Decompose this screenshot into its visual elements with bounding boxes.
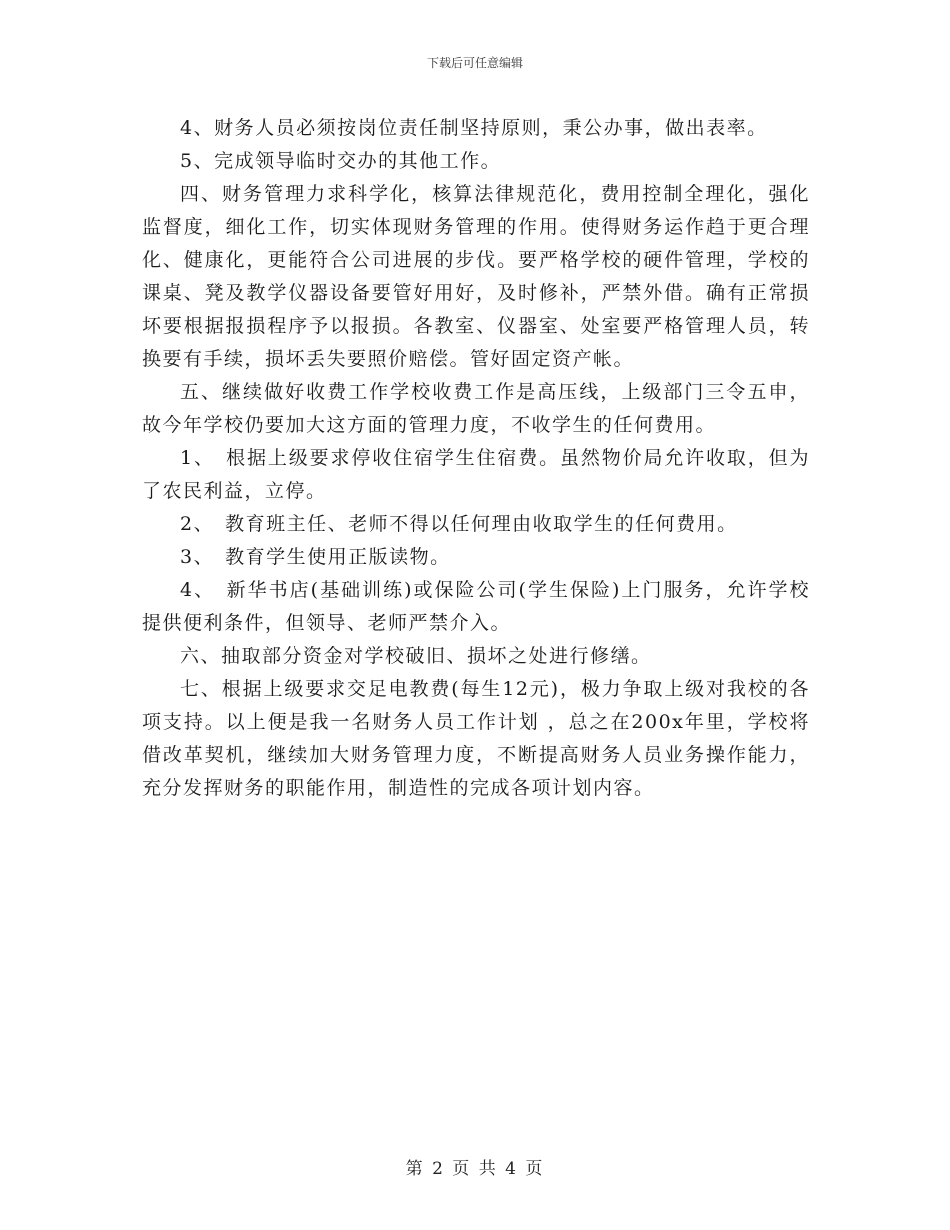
paragraph-duty-4: 4、财务人员必须按岗位责任制坚持原则，秉公办事，做出表率。 <box>180 117 768 139</box>
page-number: 第 2 页 共 4 页 <box>405 1159 545 1179</box>
paragraph-section-4: 四、财务管理力求科学化，核算法律规范化，费用控制全理化，强化监督度，细化工作，切实体现财务管理的作用。使得财务运作趋于更合理化、健康化，更能符合公司进展的步伐。要严格学校的硬件管理，学校的课桌、凳及教学仪器设备要管好用好，及时修补，严禁外借。确有正常损坏要根据报损程序予以报损。各教室、仪器室、处室要严格管理人员，转换要有手续，损坏丢失要照价赔偿。管好固定资产帐。 <box>142 183 810 370</box>
paragraph-duty-5: 5、完成领导临时交办的其他工作。 <box>180 150 502 172</box>
page-header: 下载后可任意编辑 <box>426 56 523 70</box>
paragraph-section-7: 七、根据上级要求交足电教费(每生12元)，极力争取上级对我校的各项支持。以上便是我一名财务人员工作计划 ，总之在200x年里，学校将借改革契机，继续加大财务管理力度，不断提高财务人员业务操作能力，充分发挥财务的职能作用，制造性的完成各项计划内容。 <box>142 678 810 799</box>
paragraph-fee-item-4: 4、 新华书店(基础训练)或保险公司(学生保险)上门服务，允许学校提供便利条件，但领导、老师严禁介入。 <box>142 579 810 634</box>
paragraph-fee-item-3: 3、 教育学生使用正版读物。 <box>180 546 451 568</box>
paragraph-section-5: 五、继续做好收费工作学校收费工作是高压线，上级部门三令五申，故今年学校仍要加大这方面的管理力度，不收学生的任何费用。 <box>142 381 810 436</box>
document-body <box>142 112 810 805</box>
paragraph-fee-item-2: 2、 教育班主任、老师不得以任何理由收取学生的任何费用。 <box>180 513 738 535</box>
paragraph-fee-item-1: 1、 根据上级要求停收住宿学生住宿费。虽然物价局允许收取，但为了农民利益，立停。 <box>142 447 810 502</box>
paragraph-section-6: 六、抽取部分资金对学校破旧、损坏之处进行修缮。 <box>180 645 652 667</box>
